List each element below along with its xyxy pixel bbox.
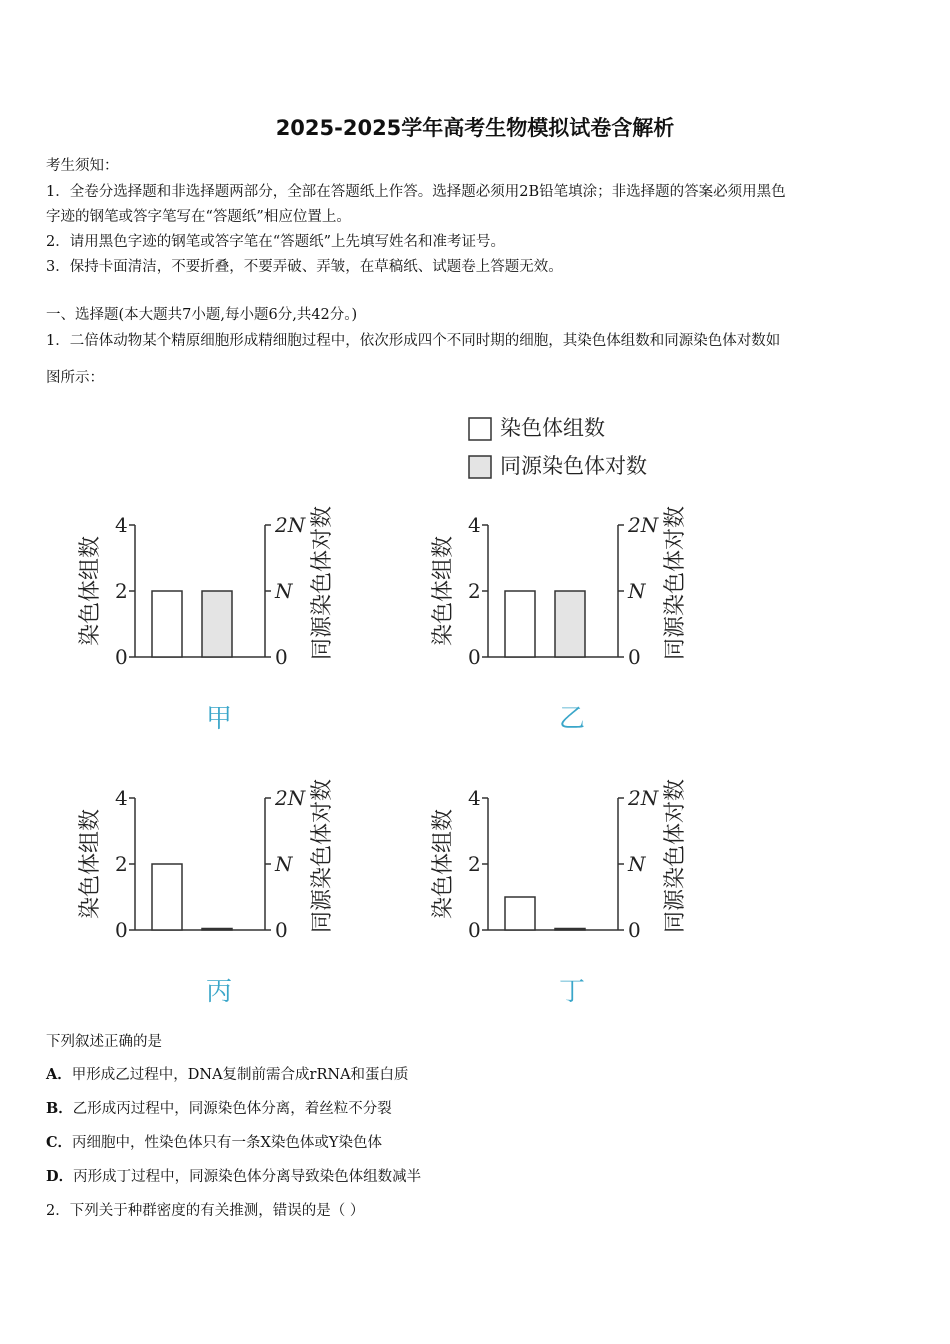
notice-item: 1．全卷分选择题和非选择题两部分，全部在答题纸上作答。选择题必须用2B铅笔填涂；非选择题的答案必须用黑色: [46, 184, 786, 200]
left-tick-label: 0: [468, 645, 481, 669]
panel-label: 乙: [558, 704, 586, 734]
left-tick-label: 4: [115, 513, 128, 537]
notice-item: 字迹的钢笔或答字笔写在“答题纸”相应位置上。: [46, 209, 351, 225]
left-axis-label: 染色体组数: [431, 535, 456, 647]
question-1-stem: 1．二倍体动物某个精原细胞形成精细胞过程中，依次形成四个不同时期的细胞，其染色体组数和同源染色体对数如: [46, 333, 781, 349]
left-tick-label: 0: [468, 918, 481, 942]
chart-panel: [431, 506, 688, 734]
option-c[interactable]: [46, 1131, 382, 1152]
left-tick-label: 0: [115, 645, 128, 669]
right-axis-label: 同源染色体对数: [663, 505, 688, 661]
chart-panel: [431, 779, 688, 1007]
legend: [469, 416, 647, 478]
left-axis-label: 染色体组数: [78, 535, 103, 647]
bar-chromosome-sets: [505, 897, 535, 930]
right-tick-label: 2N: [275, 513, 306, 537]
question-1-prompt: 下列叙述正确的是: [46, 1034, 162, 1050]
option-c-text: 丙细胞中，性染色体只有一条X染色体或Y染色体: [72, 1135, 382, 1151]
right-tick-label: N: [628, 579, 646, 603]
right-tick-label: 2N: [275, 786, 306, 810]
notice-item: 2．请用黑色字迹的钢笔或答字笔在“答题纸”上先填写姓名和准考证号。: [46, 234, 506, 250]
right-axis-label: 同源染色体对数: [663, 778, 688, 934]
legend-swatch-pairs: [469, 456, 491, 478]
left-axis-label: 染色体组数: [78, 808, 103, 920]
panel-label: 甲: [205, 704, 233, 734]
option-b-letter: B．: [46, 1100, 73, 1117]
bar-homologous-pairs: [555, 929, 585, 931]
right-tick-label: 2N: [628, 513, 659, 537]
bar-chromosome-sets: [505, 591, 535, 657]
left-axis-label: 染色体组数: [431, 808, 456, 920]
left-tick-label: 2: [468, 852, 481, 876]
option-a[interactable]: [46, 1063, 409, 1084]
question-1-figure: [60, 400, 700, 1010]
right-tick-label: 2N: [628, 786, 659, 810]
right-tick-label: N: [275, 852, 293, 876]
bar-chromosome-sets: [152, 864, 182, 930]
option-d-letter: D．: [46, 1168, 74, 1185]
bar-homologous-pairs: [555, 591, 585, 657]
panel-label: 丁: [558, 977, 586, 1007]
option-a-letter: A．: [46, 1066, 72, 1083]
chart-panel: [78, 779, 335, 1007]
left-tick-label: 4: [115, 786, 128, 810]
right-tick-label: 0: [275, 918, 288, 942]
right-tick-label: 0: [628, 918, 641, 942]
right-axis-label: 同源染色体对数: [310, 778, 335, 934]
bar-homologous-pairs: [202, 929, 232, 931]
option-d-text: 丙形成丁过程中，同源染色体分离导致染色体组数减半: [73, 1169, 422, 1185]
bar-homologous-pairs: [202, 591, 232, 657]
page-title: 2025-2025学年高考生物模拟试卷含解析: [275, 116, 675, 140]
option-b[interactable]: [46, 1097, 392, 1118]
right-tick-label: 0: [628, 645, 641, 669]
right-axis-label: 同源染色体对数: [310, 505, 335, 661]
right-tick-label: N: [275, 579, 293, 603]
option-b-text: 乙形成丙过程中，同源染色体分离，着丝粒不分裂: [72, 1101, 392, 1117]
notice-item: 3．保持卡面清洁，不要折叠，不要弄破、弄皱，在草稿纸、试题卷上答题无效。: [46, 259, 563, 275]
right-tick-label: 0: [275, 645, 288, 669]
notice-heading: 考生须知：: [46, 158, 119, 174]
chart-panel: [78, 506, 335, 734]
question-2-stem: 2．下列关于种群密度的有关推测，错误的是（ ）: [46, 1203, 365, 1219]
section-heading: 一、选择题(本大题共7小题,每小题6分,共42分。): [46, 307, 358, 323]
left-tick-label: 2: [115, 852, 128, 876]
legend-swatch-sets: [469, 418, 491, 440]
right-tick-label: N: [628, 852, 646, 876]
option-c-letter: C．: [46, 1134, 73, 1151]
legend-label-pairs: 同源染色体对数: [500, 454, 647, 478]
left-tick-label: 4: [468, 786, 481, 810]
left-tick-label: 4: [468, 513, 481, 537]
bar-chromosome-sets: [152, 591, 182, 657]
left-tick-label: 2: [115, 579, 128, 603]
left-tick-label: 0: [115, 918, 128, 942]
left-tick-label: 2: [468, 579, 481, 603]
question-1-stem-cont: 图所示：: [46, 370, 104, 386]
option-a-text: 甲形成乙过程中，DNA复制前需合成rRNA和蛋白质: [71, 1067, 409, 1083]
panel-label: 丙: [205, 977, 233, 1007]
legend-label-sets: 染色体组数: [500, 416, 605, 440]
option-d[interactable]: [46, 1165, 421, 1186]
